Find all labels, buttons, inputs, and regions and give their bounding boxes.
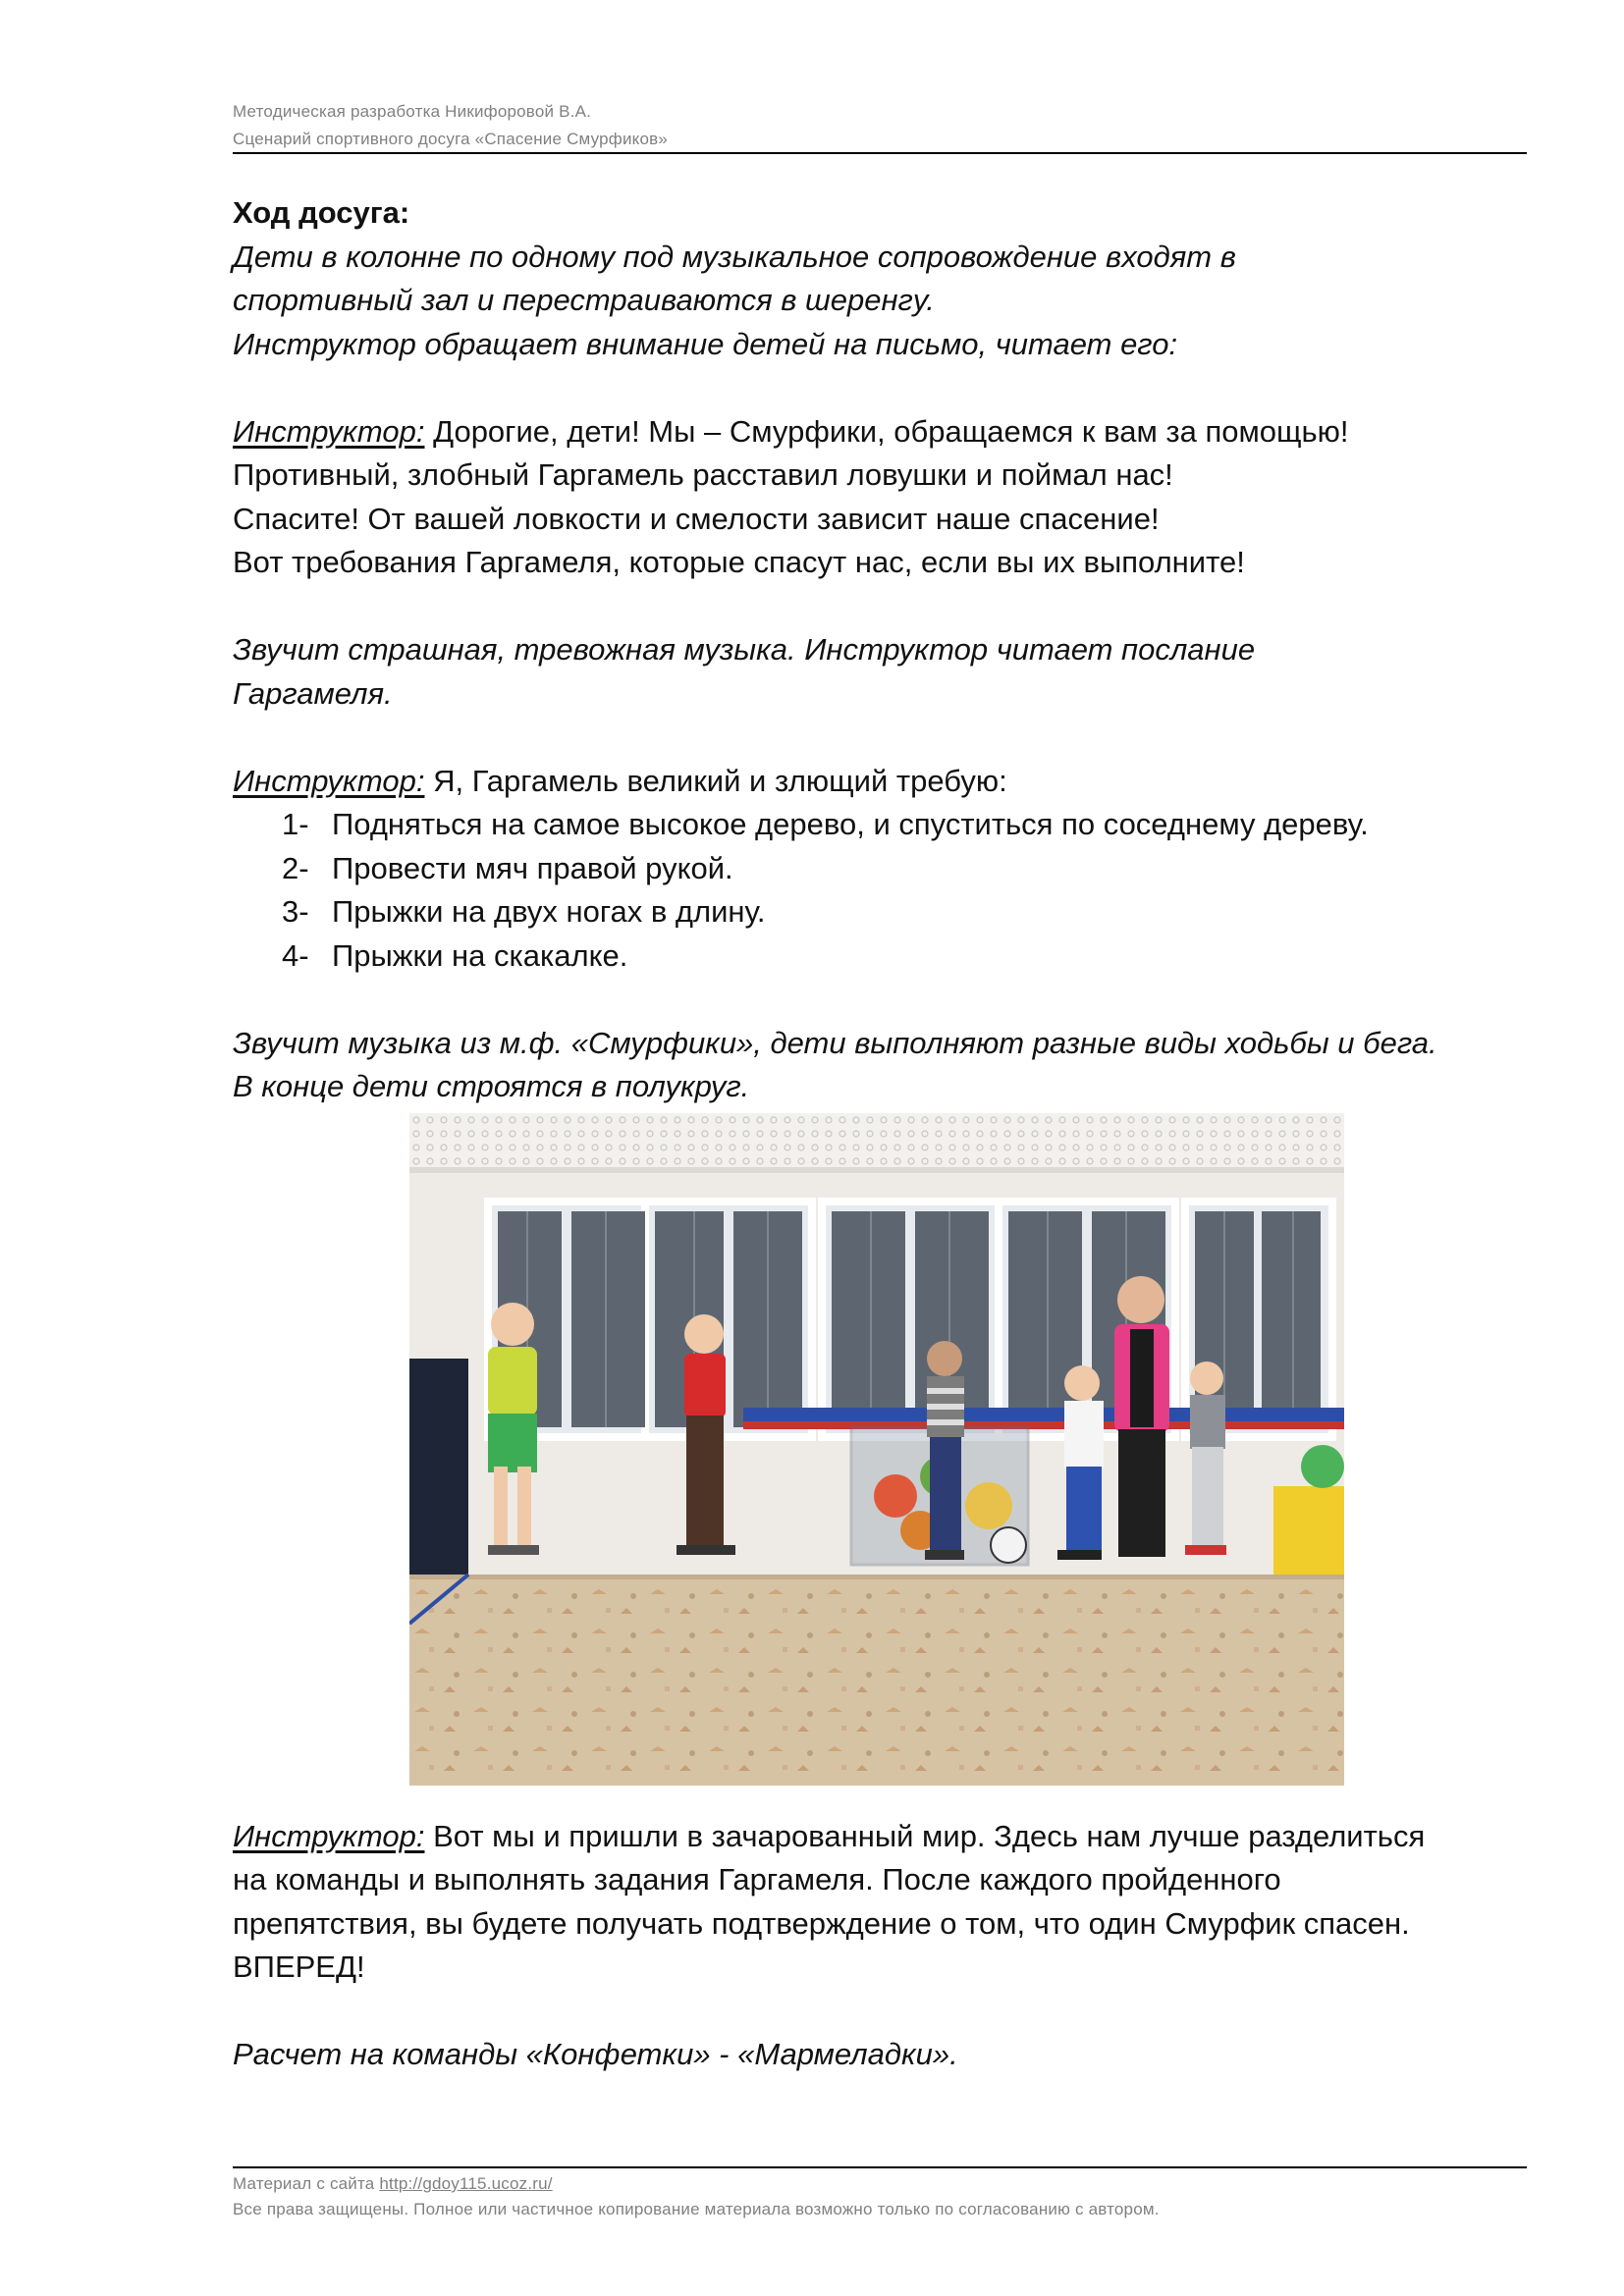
teams-line: Расчет на команды «Конфетки» - «Мармеладки». xyxy=(233,2037,958,2071)
list-item: 4- Прыжки на скакалке. xyxy=(282,937,628,973)
instructor-line: на команды и выполнять задания Гаргамеля. После каждого пройденного xyxy=(233,1862,1281,1896)
page-footer xyxy=(233,2171,1527,2222)
letter-line: Спасите! От вашей ловкости и смелости зависит наше спасение! xyxy=(233,501,1160,536)
letter-first-line: Инструктор: Дорогие, дети! Мы – Смурфики, обращаемся к вам за помощью! xyxy=(233,413,1349,449)
list-item: 2- Провести мяч правой рукой. xyxy=(282,850,733,885)
speaker-label: Инструктор: xyxy=(233,1818,425,1853)
requirements-list xyxy=(233,803,1539,978)
letter-line: Вот требования Гаргамеля, которые спасут нас, если вы их выполните! xyxy=(233,545,1245,579)
page-header xyxy=(233,98,1527,153)
stage-direction: Гаргамеля. xyxy=(233,675,393,711)
footer-divider xyxy=(233,2166,1527,2168)
stage-direction: Звучит музыка из м.ф. «Смурфики», дети выполняют разные виды ходьбы и бега. xyxy=(233,1025,1437,1060)
instructor-line: ВПЕРЕД! xyxy=(233,1949,365,1984)
gym-photo xyxy=(409,1113,1344,1786)
list-item: 1- Подняться на самое высокое дерево, и спуститься по соседнему дереву. xyxy=(282,807,1369,841)
intro-line: спортивный зал и перестраиваются в шеренгу. xyxy=(233,283,935,317)
list-item: 3- Прыжки на двух ногах в длину. xyxy=(282,894,766,929)
speaker-label: Инструктор: xyxy=(233,763,425,798)
letter-line: Противный, злобный Гаргамель расставил ловушки и поймал нас! xyxy=(233,457,1173,492)
source-link[interactable]: http://gdoy115.ucoz.ru/ xyxy=(379,2174,553,2193)
speaker-label: Инструктор: xyxy=(233,413,425,449)
stage-direction: Звучит страшная, тревожная музыка. Инструктор читает послание xyxy=(233,632,1256,667)
section-heading: Ход досуга: xyxy=(233,195,410,230)
children-in-gym-illustration xyxy=(409,1113,1344,1786)
instructor-line: Инструктор: Вот мы и пришли в зачарованный мир. Здесь нам лучше разделиться xyxy=(233,1818,1426,1853)
demand-line: Инструктор: Я, Гаргамель великий и злющий требую: xyxy=(233,763,1007,798)
instructor-line: препятствия, вы будете получать подтверждение о том, что один Смурфик спасен. xyxy=(233,1905,1410,1941)
header-title: Сценарий спортивного досуга «Спасение Смурфиков» xyxy=(233,130,669,148)
intro-line: Инструктор обращает внимание детей на письмо, читает его: xyxy=(233,326,1178,361)
intro-line: Дети в колонне по одному под музыкальное сопровождение входят в xyxy=(233,239,1236,274)
footer-rights: Все права защищены. Полное или частичное копирование материала возможно только по согласованию с автором. xyxy=(233,2200,1160,2218)
document-body xyxy=(233,191,1539,2077)
footer-source: Материал с сайта http://gdoy115.ucoz.ru/ xyxy=(233,2174,553,2193)
stage-direction: В конце дети строятся в полукруг. xyxy=(233,1069,750,1103)
header-author: Методическая разработка Никифоровой В.А. xyxy=(233,102,592,121)
header-divider xyxy=(233,152,1527,154)
